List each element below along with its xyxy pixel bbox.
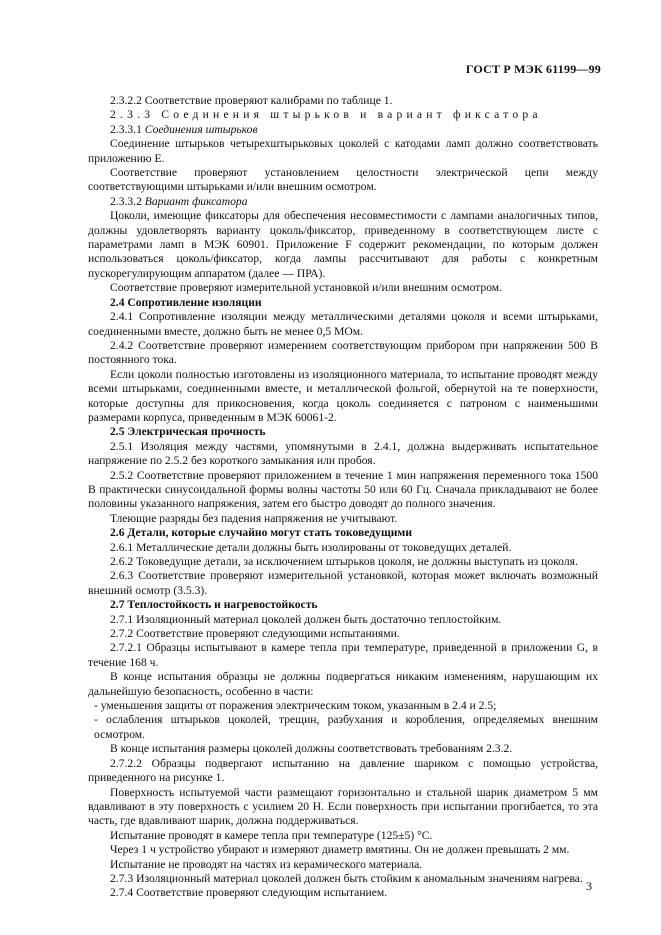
section-heading-2-5: 2.5 Электрическая прочность (110, 425, 266, 439)
document-body (88, 94, 598, 901)
section-heading-2-3-3: 2.3.3 Соединения штырьков и вариант фиксатора (110, 108, 542, 122)
clause-2-5-2: 2.5.2 Соответствие проверяют приложением в течение 1 мин напряжения переменного тока 1500 В практически синусоидальной формы волны частоты 50 или 60 Гц. Сначала прикладывают не более половины указанного напряжения, затем его быстро доводят до полного значения. (88, 468, 598, 511)
paragraph: Поверхность испытуемой части размещают горизонтально и стальной шарик диаметром 5 мм вдавливают в эту поверхность с усилием 20 Н. Если поверхность при испытании прогибается, то эта часть, где вдавливают шарик, должна поддерживаться. (88, 785, 598, 828)
paragraph: Испытание не проводят на частях из керамического материала. (110, 857, 423, 871)
list-item: - уменьшения защиты от поражения электрическим током, указанным в 2.4 и 2.5; (94, 699, 497, 713)
paragraph: Соответствие проверяют установлением целостности электрической цепи между соответствующими штырьками и/или внешним осмотром. (88, 166, 598, 194)
clause-2-7-2: 2.7.2 Соответствие проверяют следующими испытаниями. (110, 627, 400, 641)
clause-2-6-2: 2.6.2 Токоведущие детали, за исключением штырьков цоколя, не должны выступать из цоколя. (110, 555, 578, 568)
subheading-2-3-3-1: 2.3.3.1 Соединения штырьков (110, 122, 258, 136)
clause-2-5-1: 2.5.1 Изоляция между частями, упомянутыми в 2.4.1, должна выдерживать испытательное напряжение по 2.5.2 без короткого замыкания или пробоя. (88, 439, 598, 468)
paragraph: Тлеющие разряды без падения напряжения не учитывают. (110, 511, 398, 525)
paragraph: Испытание проводят в камере тепла при температуре (125±5) °С. (110, 828, 433, 842)
subheading-2-3-3-2: 2.3.3.2 Вариант фиксатора (110, 194, 248, 208)
clause-2-7-3: 2.7.3 Изоляционный материал цоколей должен быть стойким к аномальным значениям нагрева. (110, 871, 583, 885)
section-heading-2-4: 2.4 Сопротивление изоляции (110, 295, 262, 309)
clause-2-7-2-1: 2.7.2.1 Образцы испытывают в камере тепла при температуре, приведенной в приложении G, в течение 168 ч. (88, 641, 598, 669)
clause-2-6-3: 2.6.3 Соответствие проверяют измерительной установкой, которая может включать возможный внешний осмотр (3.5.3). (88, 569, 598, 597)
paragraph: Если цоколи полностью изготовлены из изоляционного материала, то испытание проводят между всеми штырьками, соединенными вместе, и металлической фольгой, обернутой на те поверхности, которые доступны для прикосновения, когда цоколь соединяется с патроном с наименьшими размерами корпуса, приведенным в МЭК 60061-2. (88, 367, 598, 424)
paragraph: Соответствие проверяют измерительной установкой и/или внешним осмотром. (110, 281, 503, 295)
paragraph: Цоколи, имеющие фиксаторы для обеспечения несовместимости с лампами аналогичных типов, должны удовлетворять варианту цоколь/фиксатор, приведенному в соответствующем листе с параметрами ламп в МЭК 60901. Приложение F содержит рекомендации, по которым должен использоваться цоколь/фиксатор, когда лампы рассчитывают для работы с конкретным пускорегулирующим аппаратом (далее — ПРА). (88, 209, 598, 280)
clause-2-6-1: 2.6.1 Металлические детали должны быть изолированы от токоведущих деталей. (110, 540, 512, 554)
clause-2-4-2: 2.4.2 Соответствие проверяют измерением соответствующим прибором при напряжении 500 В постоянного тока. (88, 338, 598, 367)
page-number: 3 (586, 879, 592, 893)
clause-2-7-1: 2.7.1 Изоляционный материал цоколей должен быть достаточно теплостойким. (110, 612, 502, 626)
clause-2-7-4: 2.7.4 Соответствие проверяют следующим испытанием. (110, 886, 388, 900)
paragraph: В конце испытания образцы не должны подвергаться никаким изменениям, нарушающим их дальнейшую безопасность, особенно в части: (88, 670, 598, 698)
clause-2-7-2-2: 2.7.2.2 Образцы подвергают испытанию на давление шариком с помощью устройства, приведенного на рисунке 1. (88, 756, 598, 785)
paragraph: Соединение штырьков четырехштырьковых цоколей с катодами ламп должно соответствовать приложению Е. (88, 137, 598, 165)
paragraph: Через 1 ч устройство убирают и измеряют диаметр вмятины. Он не должен превышать 2 мм. (110, 843, 570, 857)
paragraph: В конце испытания размеры цоколей должны соответствовать требованиям 2.3.2. (110, 742, 513, 756)
list-item: - ослабления штырьков цоколей, трещин, разбухания и коробления, определяемых внешним осмотром. (94, 713, 598, 741)
section-heading-2-6: 2.6 Детали, которые случайно могут стать токоведущими (110, 526, 412, 540)
clause-2-4-1: 2.4.1 Сопротивление изоляции между металлическими деталями цоколя и всеми штырьками, соединенными вместе, должно быть не менее 0,5 МОм. (88, 310, 598, 338)
clause-2-3-2-2: 2.3.2.2 Соответствие проверяют калибрами по таблице 1. (110, 94, 393, 107)
standard-code-header: ГОСТ Р МЭК 61199—99 (465, 62, 601, 76)
section-heading-2-7: 2.7 Теплостойкость и нагревостойкость (110, 598, 318, 612)
